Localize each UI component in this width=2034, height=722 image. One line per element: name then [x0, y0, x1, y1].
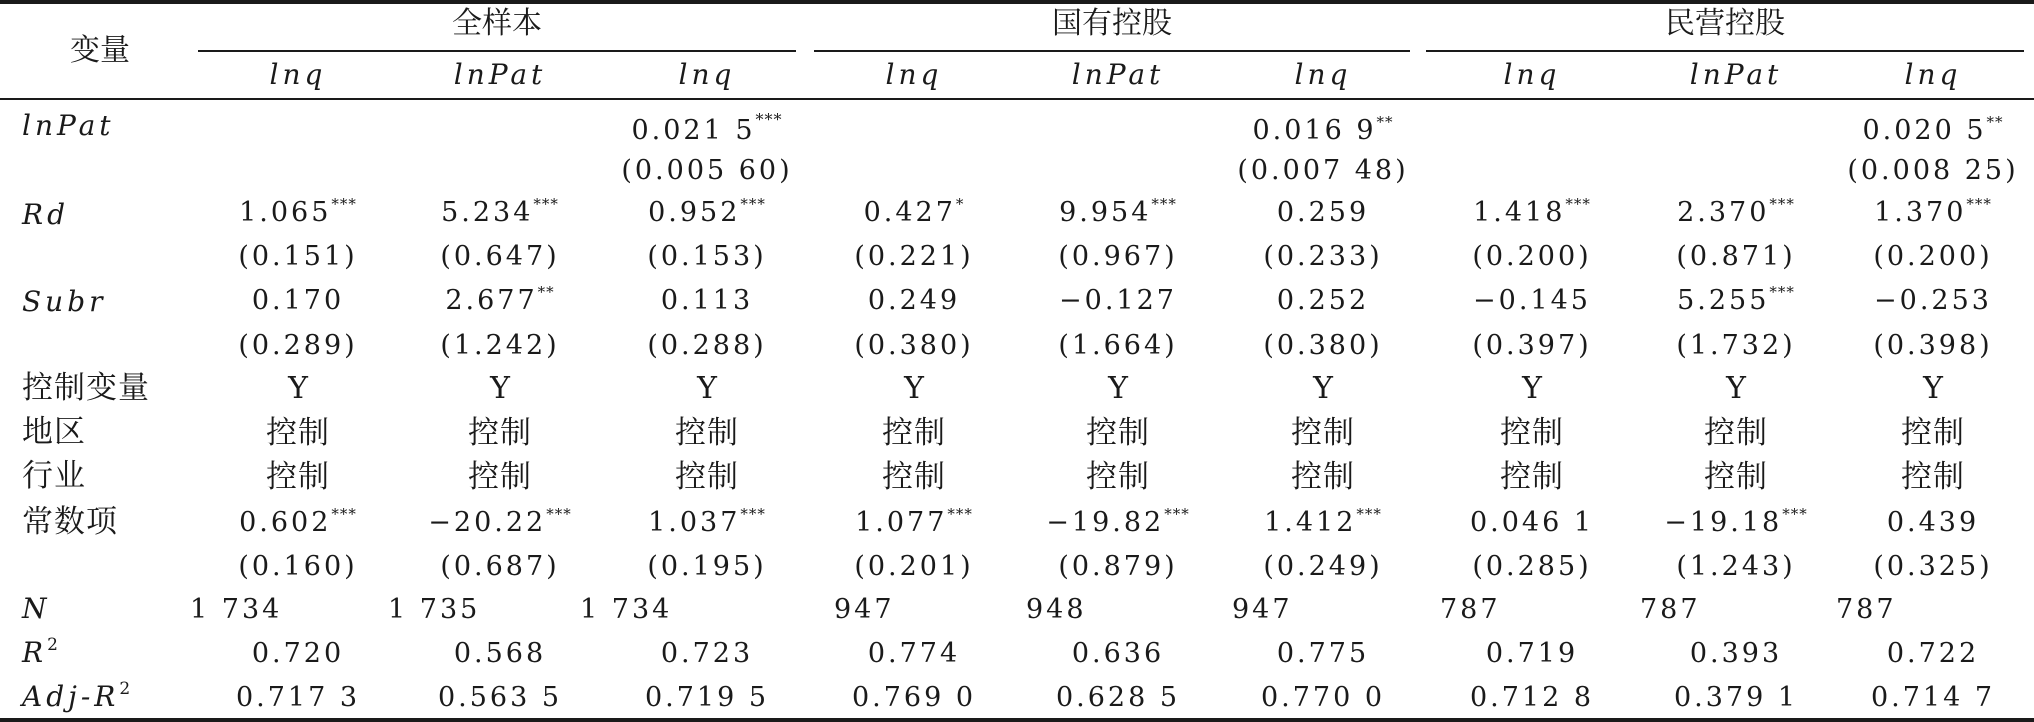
- superscript-2: 2: [47, 635, 62, 655]
- n-value: 947: [834, 594, 895, 625]
- row-label-industry: 行业: [22, 458, 86, 494]
- const-coef: 1.037***: [648, 505, 766, 538]
- controls-value: Y: [1923, 371, 1943, 406]
- subr-std-error: (0.288): [647, 330, 767, 361]
- const-std-error: (0.687): [440, 551, 560, 582]
- significance-stars: ***: [740, 195, 766, 213]
- lnpat-coef: 0.016 9**: [1252, 113, 1394, 146]
- significance-stars: **: [1376, 113, 1394, 131]
- row-label-adj-r2: Adj-$R^2$: [22, 679, 135, 713]
- region-value: 控制: [1901, 415, 1965, 451]
- industry-value: 控制: [1086, 459, 1150, 495]
- column-header-4: lnPat: [1071, 58, 1165, 91]
- industry-value: 控制: [468, 459, 532, 495]
- n-value: 1 734: [580, 594, 673, 625]
- region-value: 控制: [1500, 415, 1564, 451]
- significance-stars: ***: [331, 195, 357, 213]
- adjr2-value: 0.770 0: [1260, 682, 1386, 713]
- significance-stars: ***: [546, 505, 572, 523]
- row-label-lnpat: lnPat: [22, 109, 115, 142]
- lnpat-std-error: (0.005 60): [621, 155, 793, 186]
- significance-stars: *: [955, 195, 965, 213]
- subr-std-error: (0.398): [1873, 330, 1993, 361]
- region-value: 控制: [882, 415, 946, 451]
- adjr2-value: 0.714 7: [1870, 682, 1996, 713]
- rd-coef: 5.234***: [441, 195, 559, 228]
- r2-value: 0.568: [453, 638, 547, 669]
- lnpat-std-error: (0.008 25): [1847, 155, 2019, 186]
- column-header-6: lnq: [1503, 58, 1561, 91]
- significance-stars: ***: [1356, 505, 1382, 523]
- region-value: 控制: [468, 415, 532, 451]
- row-label-r2: $R^2$: [22, 635, 62, 669]
- const-std-error: (0.160): [238, 551, 358, 582]
- column-header-8: lnq: [1904, 58, 1962, 91]
- const-coef: 0.046 1: [1469, 507, 1595, 538]
- controls-value: Y: [490, 371, 510, 406]
- const-coef: 0.602***: [239, 505, 357, 538]
- significance-stars: ***: [1966, 195, 1992, 213]
- subr-coef: 0.249: [867, 285, 961, 316]
- lnpat-coef: 0.020 5**: [1862, 113, 2004, 146]
- rd-coef: 2.370***: [1677, 195, 1795, 228]
- rd-coef: 0.259: [1276, 197, 1370, 228]
- controls-value: Y: [1726, 371, 1746, 406]
- column-header-5: lnq: [1294, 58, 1352, 91]
- r2-value: 0.720: [251, 638, 345, 669]
- rd-std-error: (0.153): [647, 241, 767, 272]
- r2-value: 0.723: [660, 638, 754, 669]
- adjr2-value: 0.563 5: [437, 682, 563, 713]
- significance-stars: ***: [1565, 195, 1591, 213]
- const-coef: 0.439: [1886, 507, 1980, 538]
- group-underline-full-sample: [198, 50, 796, 52]
- industry-value: 控制: [1901, 459, 1965, 495]
- industry-value: 控制: [1291, 459, 1355, 495]
- adjr2-value: 0.628 5: [1055, 682, 1181, 713]
- subr-coef: −0.253: [1874, 285, 1992, 316]
- superscript-2: 2: [119, 679, 135, 699]
- row-label-controls: 控制变量: [22, 370, 150, 406]
- rd-coef: 1.370***: [1874, 195, 1992, 228]
- significance-stars: ***: [533, 195, 559, 213]
- significance-stars: ***: [331, 505, 357, 523]
- column-header-0: lnq: [269, 58, 327, 91]
- const-std-error: (0.249): [1263, 551, 1383, 582]
- adjr2-value: 0.717 3: [235, 682, 361, 713]
- rd-coef: 0.427*: [863, 195, 965, 228]
- region-value: 控制: [266, 415, 330, 451]
- const-std-error: (1.243): [1676, 551, 1796, 582]
- const-coef: −19.82***: [1046, 505, 1190, 538]
- significance-stars: ***: [1164, 505, 1190, 523]
- row-label-subr: Subr: [22, 285, 107, 318]
- significance-stars: ***: [755, 110, 783, 129]
- column-header-1: lnPat: [453, 58, 547, 91]
- subr-std-error: (1.732): [1676, 330, 1796, 361]
- group-header-state-owned: 国有控股: [1052, 6, 1172, 41]
- n-value: 1 734: [190, 594, 283, 625]
- rd-std-error: (0.871): [1676, 241, 1796, 272]
- r2-value: 0.636: [1071, 638, 1165, 669]
- const-coef: 1.077***: [855, 505, 973, 538]
- n-value: 787: [1836, 594, 1897, 625]
- subr-coef: −0.145: [1473, 285, 1591, 316]
- significance-stars: ***: [1151, 195, 1177, 213]
- const-std-error: (0.195): [647, 551, 767, 582]
- subr-std-error: (0.289): [238, 330, 358, 361]
- adjr2-value: 0.712 8: [1469, 682, 1595, 713]
- industry-value: 控制: [266, 459, 330, 495]
- significance-stars: ***: [947, 505, 973, 523]
- r2-value: 0.774: [867, 638, 961, 669]
- region-value: 控制: [675, 415, 739, 451]
- n-value: 787: [1640, 594, 1701, 625]
- region-value: 控制: [1704, 415, 1768, 451]
- subr-std-error: (0.380): [1263, 330, 1383, 361]
- rd-std-error: (0.151): [238, 241, 358, 272]
- n-value: 787: [1440, 594, 1501, 625]
- rd-coef: 1.418***: [1473, 195, 1591, 228]
- n-value: 947: [1232, 594, 1293, 625]
- bottom-rule: [0, 718, 2034, 722]
- const-std-error: (0.879): [1058, 551, 1178, 582]
- const-std-error: (0.285): [1472, 551, 1592, 582]
- r2-value: 0.393: [1689, 638, 1783, 669]
- subr-std-error: (1.242): [440, 330, 560, 361]
- subr-coef: 0.113: [660, 285, 754, 316]
- significance-stars: ***: [740, 505, 766, 523]
- n-value: 948: [1026, 594, 1087, 625]
- r2-value: 0.775: [1276, 638, 1370, 669]
- region-value: 控制: [1291, 415, 1355, 451]
- rd-std-error: (0.233): [1263, 241, 1383, 272]
- subr-coef: −0.127: [1059, 285, 1177, 316]
- const-coef: 1.412***: [1264, 505, 1382, 538]
- rd-std-error: (0.200): [1472, 241, 1592, 272]
- rd-std-error: (0.967): [1058, 241, 1178, 272]
- group-header-private: 民营控股: [1665, 6, 1785, 41]
- row-label-rd: Rd: [22, 198, 70, 231]
- subr-coef: 5.255***: [1677, 283, 1795, 316]
- controls-value: Y: [1313, 371, 1333, 406]
- adjr2-value: 0.719 5: [644, 682, 770, 713]
- subr-std-error: (0.380): [854, 330, 974, 361]
- group-header-full-sample: 全样本: [452, 6, 542, 41]
- significance-stars: ***: [1769, 283, 1795, 301]
- industry-value: 控制: [1704, 459, 1768, 495]
- subr-coef: 0.170: [251, 285, 345, 316]
- row-label-region: 地区: [22, 414, 86, 450]
- controls-value: Y: [1108, 371, 1128, 406]
- row-label-n: N: [22, 592, 51, 625]
- group-underline-private: [1426, 50, 2024, 52]
- const-std-error: (0.325): [1873, 551, 1993, 582]
- subr-std-error: (1.664): [1058, 330, 1178, 361]
- significance-stars: **: [1986, 113, 2004, 131]
- group-underline-state-owned: [814, 50, 1410, 52]
- rd-coef: 0.952***: [648, 195, 766, 228]
- region-value: 控制: [1086, 415, 1150, 451]
- rd-coef: 9.954***: [1059, 195, 1177, 228]
- rd-std-error: (0.221): [854, 241, 974, 272]
- column-header-3: lnq: [885, 58, 943, 91]
- lnpat-std-error: (0.007 48): [1237, 155, 1409, 186]
- subr-coef: 2.677**: [445, 283, 555, 316]
- significance-stars: ***: [1782, 505, 1808, 523]
- rd-std-error: (0.647): [440, 241, 560, 272]
- controls-value: Y: [288, 371, 308, 406]
- controls-value: Y: [697, 371, 717, 406]
- r2-value: 0.722: [1886, 638, 1980, 669]
- industry-value: 控制: [1500, 459, 1564, 495]
- industry-value: 控制: [675, 459, 739, 495]
- top-rule: [0, 0, 2034, 4]
- industry-value: 控制: [882, 459, 946, 495]
- const-std-error: (0.201): [854, 551, 974, 582]
- adjr2-value: 0.379 1: [1673, 682, 1799, 713]
- controls-value: Y: [1522, 371, 1542, 406]
- lnpat-coef: 0.021 5***: [631, 110, 783, 146]
- rd-coef: 1.065***: [239, 195, 357, 228]
- controls-value: Y: [904, 371, 924, 406]
- significance-stars: ***: [1769, 195, 1795, 213]
- header-variable-label: 变量: [70, 33, 130, 68]
- n-value: 1 735: [388, 594, 481, 625]
- column-header-2: lnq: [678, 58, 736, 91]
- subr-coef: 0.252: [1276, 285, 1370, 316]
- significance-stars: **: [537, 283, 555, 301]
- row-label-constant: 常数项: [22, 504, 118, 540]
- subr-std-error: (0.397): [1472, 330, 1592, 361]
- const-coef: −20.22***: [428, 505, 572, 538]
- r2-value: 0.719: [1485, 638, 1579, 669]
- adjr2-value: 0.769 0: [851, 682, 977, 713]
- header-rule: [0, 98, 2034, 100]
- rd-std-error: (0.200): [1873, 241, 1993, 272]
- const-coef: −19.18***: [1664, 505, 1808, 538]
- column-header-7: lnPat: [1689, 58, 1783, 91]
